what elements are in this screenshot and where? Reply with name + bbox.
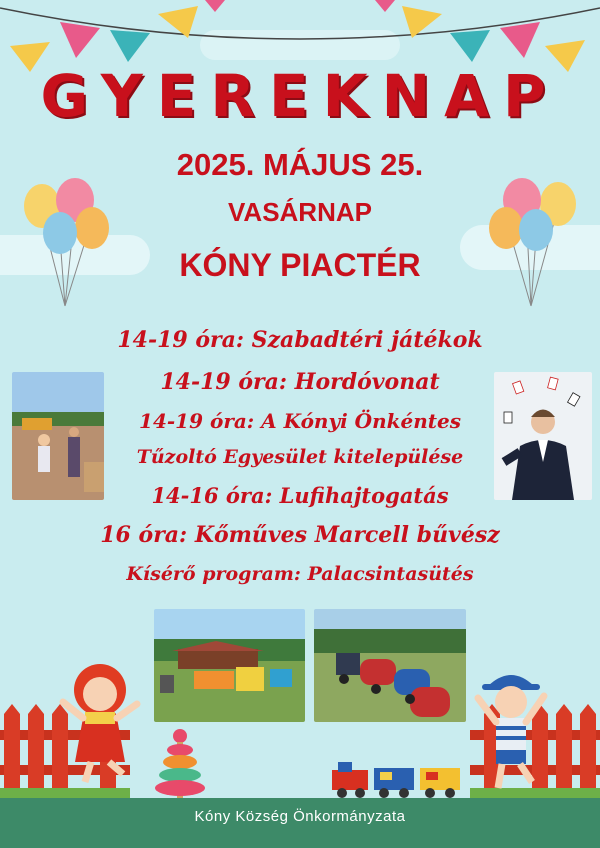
organizer-text: Kóny Község Önkormányzata <box>194 808 406 825</box>
event-location: KÓNY PIACTÉR <box>179 247 421 283</box>
playground-photo <box>12 372 104 500</box>
poster-title: GYEREKNAP <box>40 62 560 130</box>
program-item: Kísérő program: Palacsintasütés <box>126 563 474 585</box>
bouncy-castle-photo <box>154 609 305 722</box>
program-item: 14-19 óra: Szabadtéri játékok <box>117 327 483 353</box>
toy-train-icon <box>330 758 470 800</box>
barrel-train-photo <box>314 609 466 722</box>
event-weekday: VASÁRNAP <box>228 197 372 227</box>
program-item: 14-19 óra: Hordóvonat <box>160 369 440 395</box>
program-item: 16 óra: Kőműves Marcell bűvész <box>100 522 500 548</box>
program-item: 14-19 óra: A Kónyi Önkéntes <box>139 409 461 433</box>
magician-photo <box>494 372 592 500</box>
boy-cartoon-icon <box>466 666 556 796</box>
program-item: 14-16 óra: Lufihajtogatás <box>151 483 449 508</box>
program-item: Tűzoltó Egyesület kitelepülése <box>136 446 464 468</box>
girl-cartoon-icon <box>55 662 145 787</box>
event-date: 2025. MÁJUS 25. <box>176 147 424 182</box>
